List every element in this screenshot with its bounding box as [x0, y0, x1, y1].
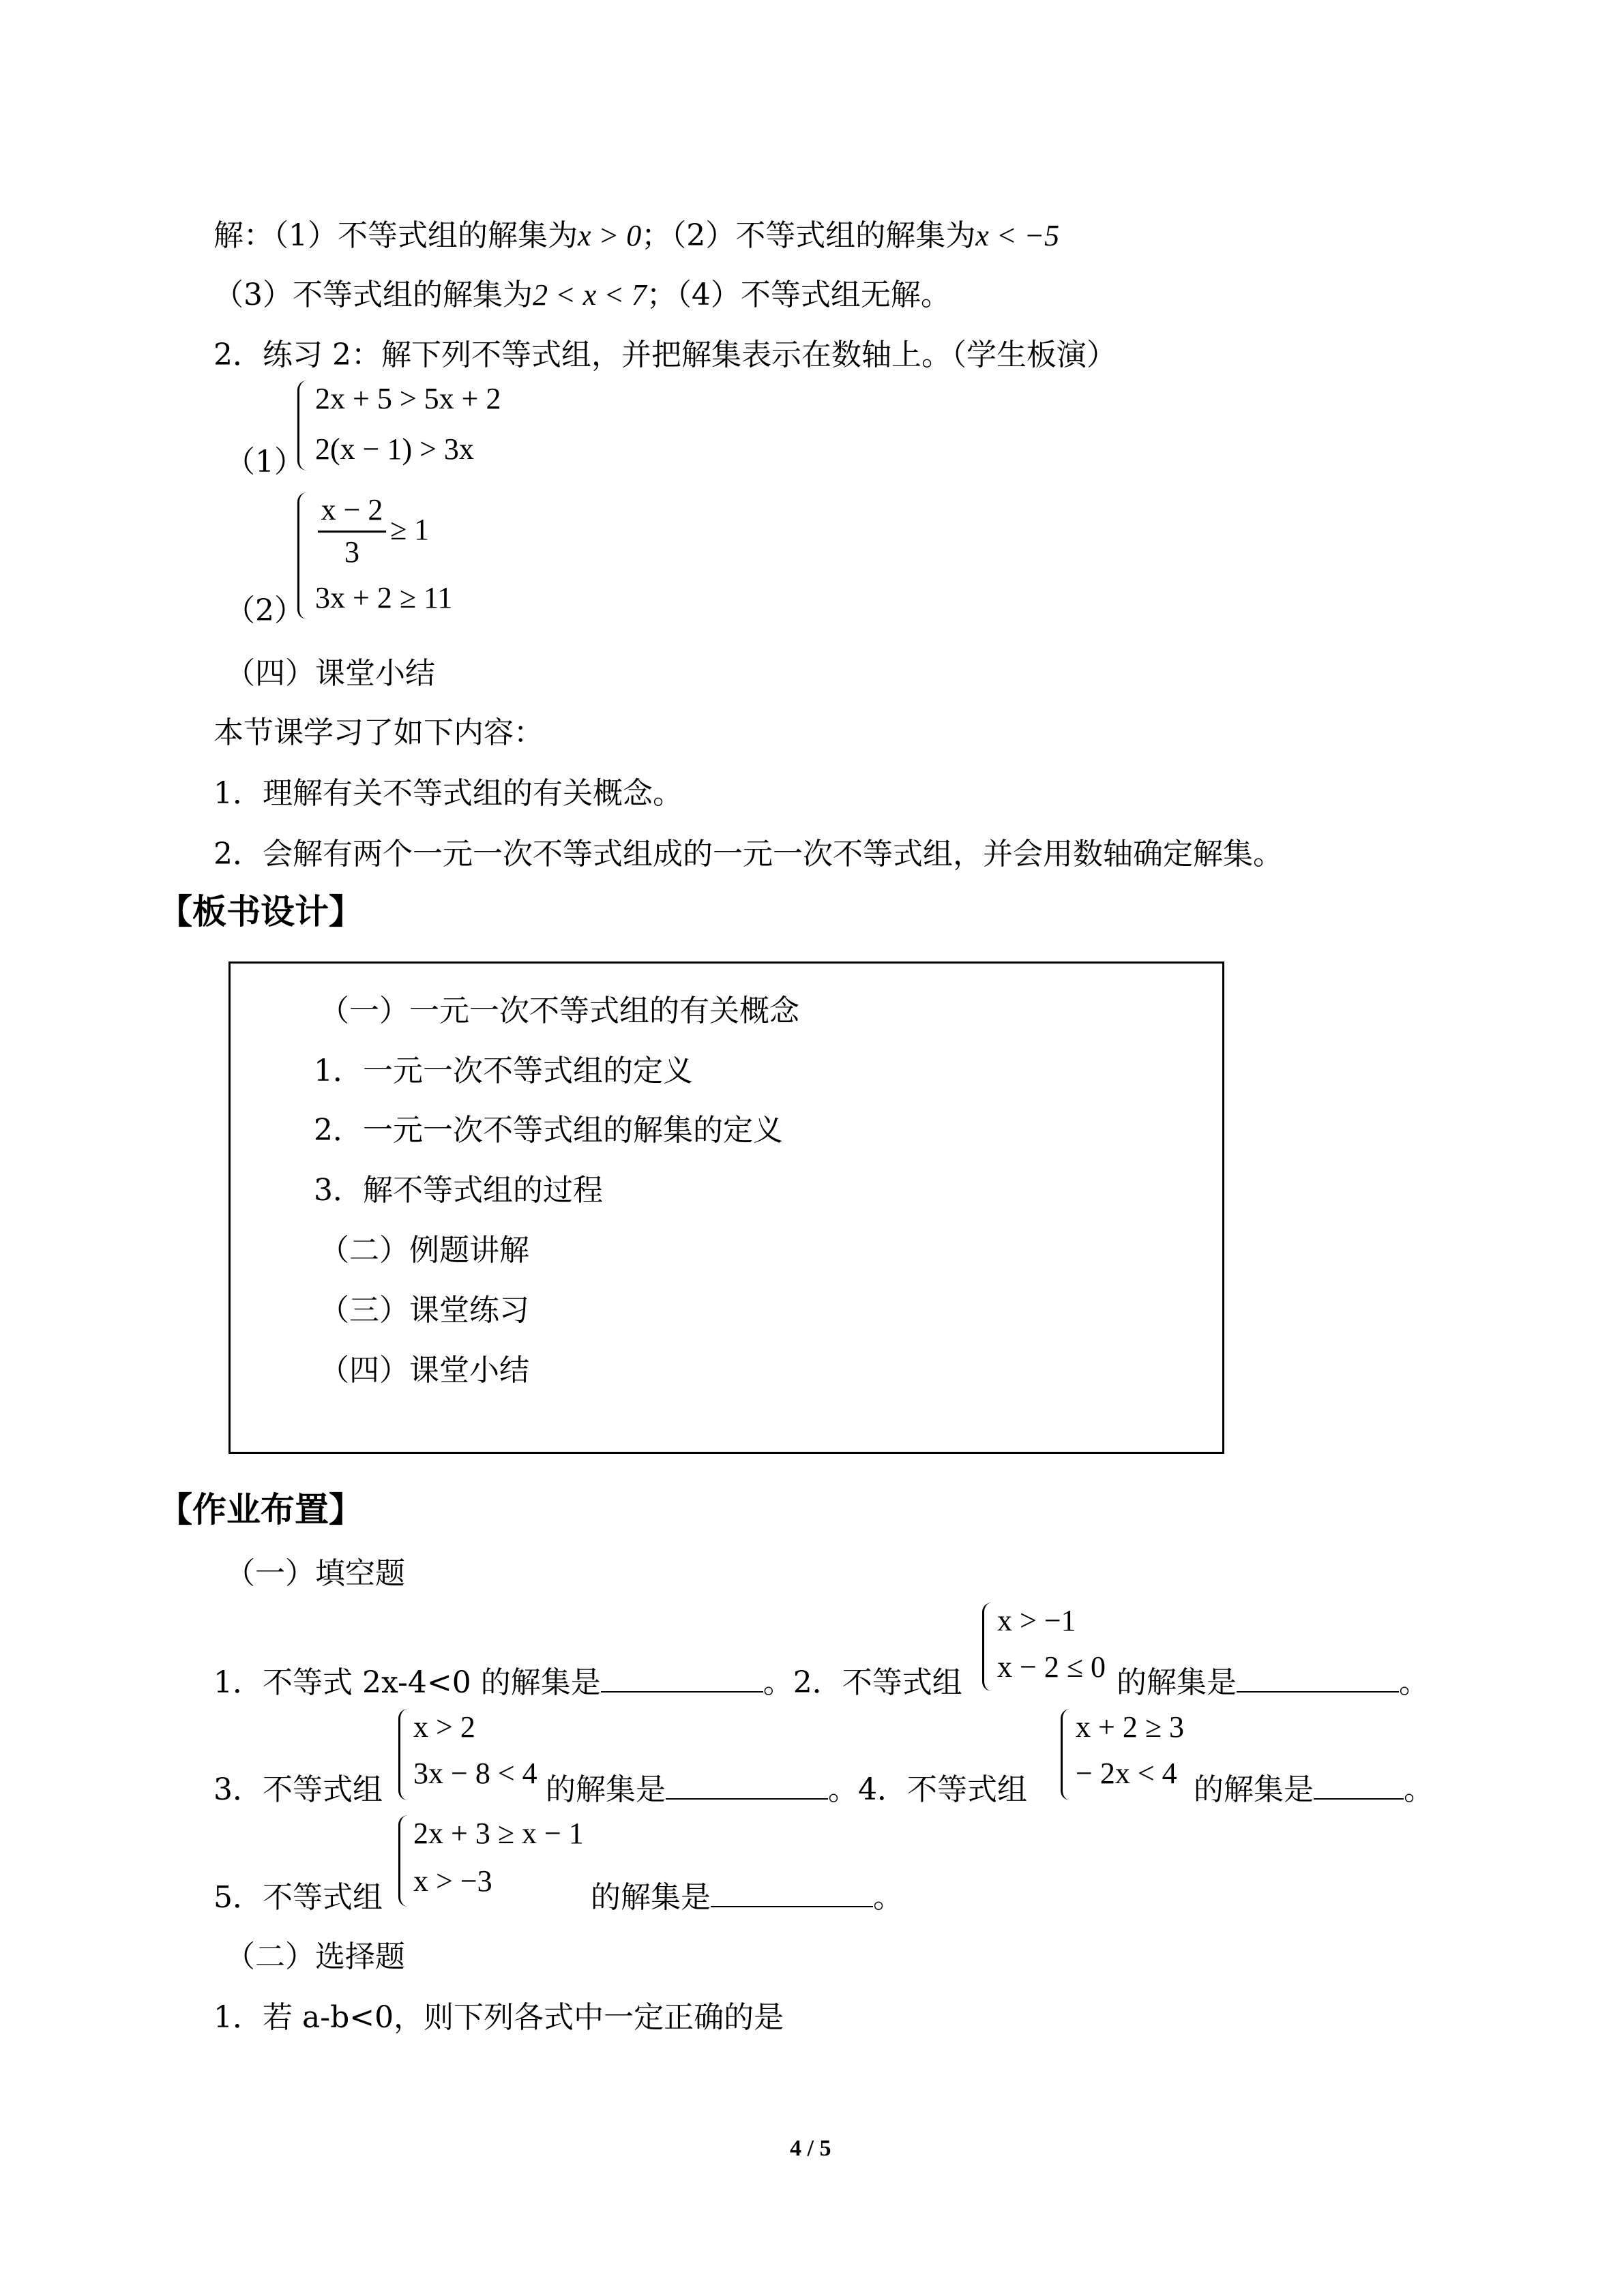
p1-eq2: 2(x − 1) > 3x — [315, 432, 474, 466]
q4-text: 4．不等式组 — [858, 1772, 1027, 1807]
board-line-6: （三）课堂练习 — [319, 1293, 529, 1328]
homework-heading: 【作业布置】 — [158, 1490, 363, 1530]
q5-end: 。 — [873, 1880, 903, 1915]
q4-eq2: − 2x < 4 — [1076, 1757, 1177, 1790]
board-line-1: （一）一元一次不等式组的有关概念 — [319, 994, 799, 1028]
solution-mid: ；（2）不等式组的解集为 — [641, 218, 976, 253]
fill-title: （一）填空题 — [225, 1556, 405, 1591]
p2-numerator: x − 2 — [321, 493, 383, 526]
solution-line2-b: ；（4）不等式组无解。 — [646, 278, 951, 312]
q3-text: 3．不等式组 — [213, 1772, 383, 1807]
brace-q3 — [398, 1709, 409, 1800]
board-heading: 【板书设计】 — [158, 892, 363, 931]
q1-end: 。 — [763, 1665, 793, 1700]
board-line-2: 1．一元一次不等式组的定义 — [314, 1054, 693, 1088]
q3-eq2: 3x − 8 < 4 — [413, 1757, 537, 1790]
q4-blank — [1314, 1771, 1404, 1800]
q4-eq1: x + 2 ≥ 3 — [1076, 1710, 1184, 1744]
q4-tail-row — [1194, 1771, 1434, 1809]
p1-eq1: 2x + 5 > 5x + 2 — [315, 382, 501, 415]
q2-eq1: x > −1 — [997, 1604, 1076, 1637]
p1-label: （1） — [225, 445, 304, 479]
q1-blank — [601, 1664, 763, 1693]
answer-3: 2 < x < 7 — [533, 278, 647, 312]
q2-text: 2．不等式组 — [793, 1665, 962, 1700]
p2-denominator: 3 — [344, 535, 359, 569]
answer-2: x < −5 — [975, 219, 1060, 252]
q2-tail-row — [1117, 1664, 1429, 1702]
q2-end: 。 — [1399, 1665, 1429, 1700]
q3-end: 。 — [828, 1772, 858, 1807]
p2-fraction-bar — [318, 531, 386, 533]
q5-eq1: 2x + 3 ≥ x − 1 — [413, 1817, 584, 1850]
p2-label: （2） — [225, 593, 304, 628]
answer-1: x > 0 — [578, 219, 642, 252]
solution-line2-a: （3）不等式组的解集为 — [213, 278, 533, 312]
page-number: 4 / 5 — [790, 2136, 831, 2161]
q3-eq1: x > 2 — [413, 1710, 475, 1744]
summary-item-2: 2．会解有两个一元一次不等式组成的一元一次不等式组，并会用数轴确定解集。 — [213, 837, 1283, 871]
p2-rhs: ≥ 1 — [390, 513, 430, 546]
q5-tail: 的解集是 — [591, 1880, 711, 1915]
brace-q2 — [982, 1602, 992, 1691]
solution-line-1 — [213, 217, 1059, 255]
q2-blank — [1237, 1664, 1399, 1693]
q3-tail-row — [546, 1771, 1027, 1809]
q3-blank — [666, 1771, 828, 1800]
brace-q5 — [398, 1815, 409, 1907]
q5-eq2: x > −3 — [413, 1864, 492, 1898]
q5-tail-row — [591, 1879, 903, 1917]
p2-eq2: 3x + 2 ≥ 11 — [315, 581, 453, 614]
summary-title: （四）课堂小结 — [225, 656, 435, 691]
board-line-5: （二）例题讲解 — [319, 1233, 529, 1268]
q5-blank — [711, 1879, 873, 1907]
board-line-7: （四）课堂小结 — [319, 1353, 529, 1388]
board-line-3: 2．一元一次不等式组的解集的定义 — [314, 1113, 783, 1148]
q5-text: 5．不等式组 — [213, 1880, 383, 1915]
choice-title: （二）选择题 — [225, 1939, 405, 1974]
summary-intro: 本节课学习了如下内容： — [213, 715, 544, 750]
q1-row — [213, 1664, 962, 1702]
board-line-4: 3．解不等式组的过程 — [314, 1173, 603, 1208]
q5-row — [213, 1879, 383, 1917]
solution-prefix: 解：（1）不等式组的解集为 — [213, 218, 578, 253]
q2-tail: 的解集是 — [1117, 1665, 1237, 1700]
q1-text: 1．不等式 2x-4<0 的解集是 — [213, 1665, 601, 1700]
exercise2-title: 2．练习 2：解下列不等式组，并把解集表示在数轴上。（学生板演） — [213, 338, 1117, 372]
q3-row — [213, 1771, 383, 1809]
brace-q4 — [1061, 1709, 1071, 1800]
summary-item-1: 1．理解有关不等式组的有关概念。 — [213, 776, 683, 811]
solution-line-2 — [213, 276, 951, 314]
q2-eq2: x − 2 ≤ 0 — [997, 1650, 1106, 1684]
q3-tail: 的解集是 — [546, 1772, 666, 1807]
q4-end: 。 — [1404, 1772, 1434, 1807]
choice-q1: 1．若 a-b<0，则下列各式中一定正确的是 — [213, 2000, 784, 2035]
q4-tail: 的解集是 — [1194, 1772, 1314, 1807]
